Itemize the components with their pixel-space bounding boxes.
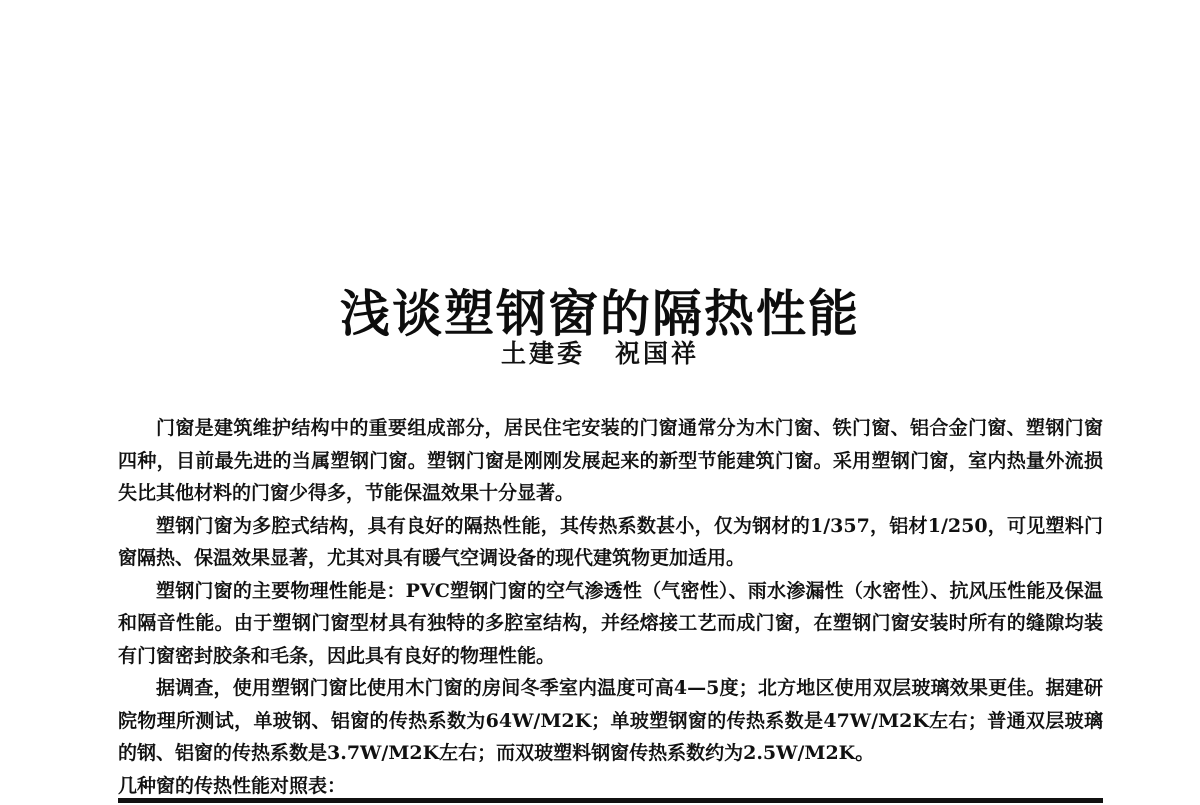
article-title: 浅谈塑钢窗的隔热性能: [340, 283, 860, 343]
byline: [0, 337, 1200, 371]
author-name: 祝国祥: [615, 339, 700, 368]
table-top-rule: [118, 798, 1103, 803]
article-body: [118, 412, 1103, 802]
body-paragraph: 据调查，使用塑钢门窗比使用木门窗的房间冬季室内温度可高4—5度；北方地区使用双层玻璃效果更佳。据建研院物理所测试，单玻钢、铝窗的传热系数为64W/M2K；单玻塑钢窗的传热系数是47W/M2K左右；普通双层玻璃的钢、铝窗的传热系数是3.7W/M2K左右；而双玻塑料钢窗传热系数约为2.5W/M2K。: [118, 677, 1103, 764]
body-paragraph: 塑钢门窗的主要物理性能是：PVC塑钢门窗的空气渗透性（气密性）、雨水渗漏性（水密性）、抗风压性能及保温和隔音性能。由于塑钢门窗型材具有独特的多腔室结构，并经熔接工艺而成门窗，在塑钢门窗安装时所有的缝隙均装有门窗密封胶条和毛条，因此具有良好的物理性能。: [118, 579, 1103, 667]
body-paragraph: 塑钢门窗为多腔式结构，具有良好的隔热性能，其传热系数甚小，仅为钢材的1/357，铝材1/250，可见塑料门窗隔热、保温效果显著，尤其对具有暖气空调设备的现代建筑物更加适用。: [118, 514, 1103, 569]
table-caption: 几种窗的传热性能对照表：: [118, 774, 347, 797]
author-affiliation: 土建委: [500, 339, 585, 368]
body-paragraph: 门窗是建筑维护结构中的重要组成部分，居民住宅安装的门窗通常分为木门窗、铁门窗、铝合金门窗、塑钢门窗四种，目前最先进的当属塑钢门窗。塑钢门窗是刚刚发展起来的新型节能建筑门窗。采用塑钢门窗，室内热量外流损失比其他材料的门窗少得多，节能保温效果十分显著。: [118, 417, 1103, 504]
